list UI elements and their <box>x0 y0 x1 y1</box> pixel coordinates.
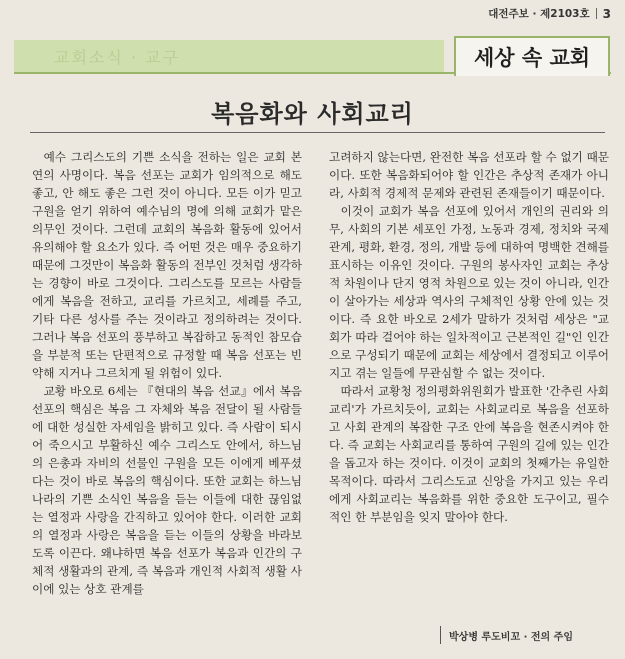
title-divider <box>30 132 605 133</box>
paragraph: 교황 바오로 6세는 『현대의 복음 선교』에서 복음 선포의 핵심은 복음 그 자체와 복음 전달이 될 사람들에 대한 성실한 자세임을 밝히고 있다. 즉 사람이 되시어 죽으시고 부활하신 예수 그리스도 안에서, 하느님의 은총과 자비의 선물인 구원을 모든 이에게 베푸셨다는 것이 바로 복음의 핵심이다. 또한 교회는 하느님 나라의 기쁜 소식인 복음을 듣는 이들에 대한 끊임없는 열정과 사랑을 간직하고 있어야 한다. 이러한 교회의 열정과 사랑은 복음을 듣는 이들의 상황을 바라보도록 이끈다. 왜냐하면 복음 선포가 복음과 인간의 구체적 생활과의 관계, 즉 복음과 개인적 사회적 생활 사이에 있는 상호 관계를 <box>32 384 302 596</box>
header-divider <box>596 8 597 19</box>
paragraph: 고려하지 않는다면, 완전한 복음 선포라 할 수 없기 때문이다. 또한 복음화되어야 할 인간은 추상적 존재가 아니라, 사회적 경제적 문제와 관련된 존재들이기 때문이다. <box>329 150 609 200</box>
article-column-right <box>329 148 609 526</box>
paragraph: 예수 그리스도의 기쁜 소식을 전하는 일은 교회 본연의 사명이다. 복음 선포는 교회가 임의적으로 해도 좋고, 안 해도 좋은 그런 것이 아니다. 모든 이가 믿고 구원을 얻기 위하여 예수님의 명에 의해 교회가 맡은 의무인 것이다. 그런데 교회의 복음화 활동에 있어서 유의해야 할 요소가 있다. 즉 어떤 것은 매우 중요하기 때문에 그것만이 복음화 활동의 전부인 것처럼 생각하는 경향이 바로 그것이다. 그리스도를 모르는 사람들에게 복음을 전하고, 교리를 가르치고, 세례를 주고, 기타 다른 성사를 주는 것이라고 정의하려는 것이다. 그러나 복음 선포의 풍부하고 복잡하고 동적인 참모습을 부분적 또는 단편적으로 규정할 때 복음 선포는 빈약해 지거나 그르치게 될 위험이 있다. <box>32 150 302 380</box>
section-title: 세상 속 교회 <box>454 36 610 76</box>
paragraph: 따라서 교황청 정의평화위원회가 발표한 '간추린 사회교리'가 가르치듯이, 교회는 사회교리로 복음을 선포하고 사회 관계의 복잡한 구조 안에 복음을 현존시켜야 한다. 즉 교회는 사회교리를 통하여 구원의 길에 있는 인간을 돕고자 하는 것이다. 이것이 교회의 첫째가는 유일한 목적이다. 따라서 그리스도교 신앙을 가지고 있는 우리에게 사회교리는 복음화를 위한 중요한 도구이고, 필수적인 한 부분임을 잊지 말아야 한다. <box>329 384 609 524</box>
page-number: 3 <box>602 6 611 21</box>
paragraph: 이것이 교회가 복음 선포에 있어서 개인의 권리와 의무, 사회의 기본 세포인 가정, 노동과 경제, 정치와 국제 관계, 평화, 환경, 정의, 개발 등에 대하여 명백한 견해를 표시하는 이유인 것이다. 구원의 봉사자인 교회는 추상적 차원이나 단지 영적 차원으로 있는 것이 아니라, 인간이 살아가는 세상과 역사의 구체적인 상황 안에 있는 것이다. 즉 요한 바오로 2세가 말하가 것처럼 세상은 "교회가 따라 걸어야 하는 일차적이고 근본적인 길"인 인간으로 구성되기 때문에 교회는 세상에서 결정되고 이루어지고 겪는 일들에 무관심할 수 없는 것이다. <box>329 204 609 380</box>
page-header <box>488 6 611 21</box>
author-byline: 박상병 루도비꼬 · 전의 주임 <box>440 626 606 644</box>
section-banner <box>14 40 444 72</box>
publication-info: 대전주보 · 제2103호 <box>488 8 590 20</box>
article-title: 복음화와 사회교리 <box>211 100 414 128</box>
banner-ghost-text: 교회소식 · 교구 <box>54 48 180 67</box>
article-column-left <box>32 148 302 598</box>
